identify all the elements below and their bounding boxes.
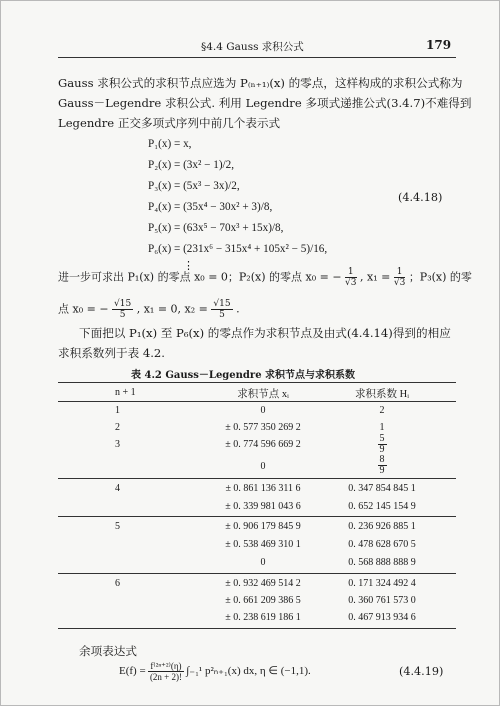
zeros-text-e: , x₁ = 0, x₂ = — [136, 302, 208, 316]
table-group-rule — [58, 516, 456, 517]
equation-p3: P₃(x) = (5x³ − 3x)/2, — [148, 180, 240, 192]
table-group-rule — [58, 478, 456, 479]
zeros-text-d: 点 x₀ = − — [58, 302, 109, 316]
intro-line-2: Gauss－Legendre 求积公式. 利用 Legendre 多项式递推公式(3.4.7)不难得到 — [58, 96, 472, 110]
intro-line-3: Legendre 正交多项式序列中前几个表示式 — [58, 116, 281, 130]
table-cell-n: 5 — [115, 521, 120, 532]
table-cell-coef: 2 — [379, 405, 385, 416]
equation-p2: P₂(x) = (3x² − 1)/2, — [148, 159, 235, 171]
running-header-title: §4.4 Gauss 求积公式 — [201, 41, 304, 53]
table-cell-n: 1 — [115, 405, 120, 416]
equation-p4: P₄(x) = (35x⁴ − 30x² + 3)/8, — [148, 201, 273, 213]
table-cell-node: ± 0. 661 209 386 5 — [225, 595, 301, 606]
equation-number-4-4-18: (4.4.18) — [398, 191, 443, 204]
zeros-text-f: . — [236, 302, 240, 316]
table-cell-node: ± 0. 906 179 845 9 — [225, 521, 301, 532]
table-cell-coef: 0. 236 926 885 1 — [348, 521, 416, 532]
table-cell-coef: 0. 467 913 934 6 — [348, 612, 416, 623]
table-caption: 表 4.2 Gauss－Legendre 求积节点与求积系数 — [131, 370, 356, 381]
equation-ellipsis: ⋮ — [183, 260, 195, 272]
table-header-coefficients: 求积系数 Hᵢ — [355, 389, 409, 400]
zeros-text-a: 进一步可求出 P₁(x) 的零点 x₀ = 0；P₂(x) 的零点 x₀ = − — [58, 270, 342, 284]
remainder-label: 余项表达式 — [79, 644, 137, 658]
equation-number-4-4-19: (4.4.19) — [399, 665, 444, 678]
table-cell-coef-fraction: $\frac{5}{9}$ — [379, 433, 385, 455]
table-cell-n: 6 — [115, 578, 120, 589]
header-rule — [58, 57, 456, 58]
table-group-rule — [58, 573, 456, 574]
zeros-line-2 — [58, 299, 240, 320]
table-cell-coef: 0. 347 854 845 1 — [348, 483, 416, 494]
table-cell-node: ± 0. 861 136 311 6 — [225, 483, 301, 494]
fraction-one-over-sqrt3-b: $\frac{1}{√3}$ — [393, 267, 406, 288]
table-cell-n: 4 — [115, 483, 120, 494]
table-header-rule — [58, 401, 456, 402]
table-header-n: n + 1 — [115, 387, 136, 398]
table-cell-coef-fraction: $\frac{8}{9}$ — [379, 454, 385, 476]
lead-in-line-1: 下面把以 P₁(x) 至 P₆(x) 的零点作为求积节点及由式(4.4.14)得到的相应 — [79, 326, 451, 340]
table-top-rule — [58, 382, 456, 383]
intro-line-1: Gauss 求积公式的求积节点应选为 P₍ₙ₊₁₎(x) 的零点，这样构成的求积公式称为 — [58, 76, 463, 90]
table-cell-node: ± 0. 339 981 043 6 — [225, 501, 301, 512]
table-cell-node: 0 — [260, 461, 266, 472]
table-cell-node: ± 0. 238 619 186 1 — [225, 612, 301, 623]
equation-p1: P₁(x) = x, — [148, 138, 192, 150]
page-number: 179 — [426, 38, 452, 52]
remainder-formula — [119, 661, 311, 682]
table-cell-coef: 0. 360 761 573 0 — [348, 595, 416, 606]
fraction-sqrt15-over-5-b: $\frac{√15}{5}$ — [213, 299, 231, 320]
remainder-fraction: $\frac{\text{f⁽²ⁿ⁺²⁾(η)}}{(2n + 2)!}$ — [149, 661, 183, 682]
table-cell-node: ± 0. 538 469 310 1 — [225, 539, 301, 550]
remainder-lhs: E(f) = — [119, 665, 146, 678]
zeros-line-1 — [58, 267, 472, 288]
equation-p5: P₅(x) = (63x⁵ − 70x³ + 15x)/8, — [148, 222, 284, 234]
table-cell-node: ± 0. 932 469 514 2 — [225, 578, 301, 589]
zeros-text-b: , x₁ = — [360, 270, 391, 284]
table-cell-n: 3 — [115, 439, 120, 450]
zeros-text-c: ；P₃(x) 的零 — [408, 270, 472, 284]
fraction-one-over-sqrt3: $\frac{1}{√3}$ — [345, 267, 357, 288]
lead-in-line-2: 求积系数列于表 4.2. — [58, 346, 165, 360]
table-cell-node: ± 0. 577 350 269 2 — [225, 422, 301, 433]
equation-p6: P₆(x) = (231x⁶ − 315x⁴ + 105x² − 5)/16, — [148, 243, 328, 255]
fraction-sqrt15-over-5: $\frac{√15}{5}$ — [114, 299, 132, 320]
table-bottom-rule — [58, 628, 456, 629]
table-cell-node: 0 — [260, 557, 266, 568]
table-cell-node: 0 — [260, 405, 266, 416]
table-cell-coef: 0. 171 324 492 4 — [348, 578, 416, 589]
table-cell-coef: 0. 478 628 670 5 — [348, 539, 416, 550]
table-header-nodes: 求积节点 xᵢ — [237, 389, 289, 400]
table-cell-coef: 0. 568 888 888 9 — [348, 557, 416, 568]
table-cell-n: 2 — [115, 422, 120, 433]
table-cell-coef: 1 — [379, 422, 385, 433]
table-cell-node: ± 0. 774 596 669 2 — [225, 439, 301, 450]
remainder-rest: ∫₋₁¹ p²ₙ₊₁(x) dx, η ∈ (−1,1). — [186, 665, 311, 678]
table-cell-coef: 0. 652 145 154 9 — [348, 501, 416, 512]
